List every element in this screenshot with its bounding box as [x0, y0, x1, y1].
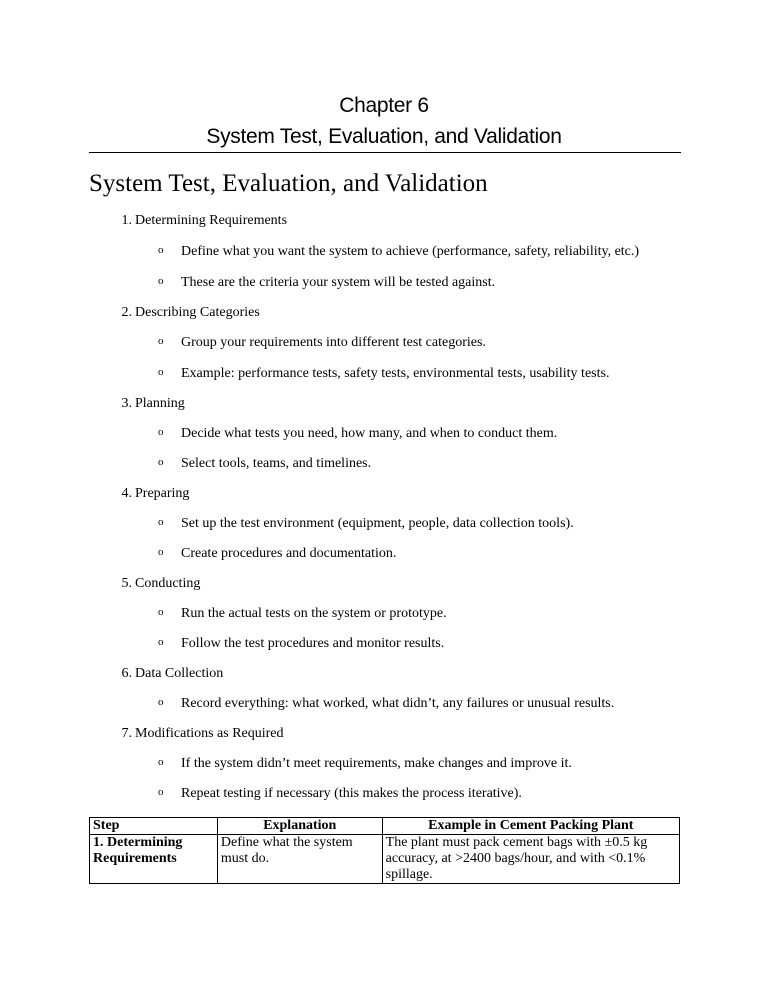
bullet-marker: o [158, 696, 164, 708]
table-header-step: Step [90, 818, 218, 835]
bullet-text: Follow the test procedures and monitor results. [181, 636, 445, 651]
bullet-text: Set up the test environment (equipment, people, data collection tools). [181, 516, 574, 531]
bullet-marker: o [158, 244, 164, 256]
bullet-marker: o [158, 335, 164, 347]
bullet-marker: o [158, 366, 164, 378]
step-number: 3. [121, 396, 132, 411]
table-header-explanation: Explanation [217, 818, 382, 835]
bullet-text: Run the actual tests on the system or prototype. [181, 606, 447, 621]
step-number: 7. [121, 726, 132, 741]
bullet-text: Repeat testing if necessary (this makes the process iterative). [181, 786, 522, 801]
bullet-marker: o [158, 636, 164, 648]
step-label: Conducting [135, 576, 201, 591]
step-number: 5. [121, 576, 132, 591]
bullet-text: Example: performance tests, safety tests, environmental tests, usability tests. [181, 366, 610, 381]
table-cell-example: The plant must pack cement bags with ±0.5 kg accuracy, at >2400 bags/hour, and with <0.1% spillage. [382, 835, 679, 884]
section-heading: System Test, Evaluation, and Validation [89, 170, 488, 197]
step-number: 4. [121, 486, 132, 501]
bullet-marker: o [158, 516, 164, 528]
bullet-text: Decide what tests you need, how many, and when to conduct them. [181, 426, 558, 441]
chapter-number: Chapter 6 [339, 94, 429, 117]
bullet-text: Create procedures and documentation. [181, 546, 397, 561]
step-cell-line: 1. Determining [93, 835, 183, 850]
table-header-row [90, 818, 680, 835]
table-row [90, 835, 680, 884]
bullet-marker: o [158, 426, 164, 438]
step-label: Describing Categories [135, 305, 260, 320]
bullet-marker: o [158, 546, 164, 558]
bullet-marker: o [158, 275, 164, 287]
bullet-marker: o [158, 756, 164, 768]
chapter-divider [89, 152, 681, 153]
bullet-marker: o [158, 456, 164, 468]
step-label: Data Collection [135, 666, 224, 681]
bullet-text: Group your requirements into different test categories. [181, 335, 486, 350]
step-label: Preparing [135, 486, 190, 501]
table-header-example: Example in Cement Packing Plant [382, 818, 679, 835]
step-number: 6. [121, 666, 132, 681]
bullet-text: Select tools, teams, and timelines. [181, 456, 372, 471]
step-label: Modifications as Required [135, 726, 284, 741]
table-cell-explanation: Define what the system must do. [217, 835, 382, 884]
step-number: 1. [121, 213, 132, 228]
step-label: Determining Requirements [135, 213, 288, 228]
table-cell-step [90, 835, 218, 884]
bullet-text: These are the criteria your system will be tested against. [181, 275, 496, 290]
step-cell-line: Requirements [93, 851, 177, 866]
step-number: 2. [121, 305, 132, 320]
bullet-text: Define what you want the system to achieve (performance, safety, reliability, etc.) [181, 244, 640, 259]
steps-table [89, 817, 680, 884]
step-label: Planning [135, 396, 185, 411]
bullet-text: Record everything: what worked, what didn’t, any failures or unusual results. [181, 696, 615, 711]
bullet-marker: o [158, 606, 164, 618]
bullet-marker: o [158, 786, 164, 798]
bullet-text: If the system didn’t meet requirements, make changes and improve it. [181, 756, 572, 771]
chapter-title: System Test, Evaluation, and Validation [206, 125, 562, 148]
